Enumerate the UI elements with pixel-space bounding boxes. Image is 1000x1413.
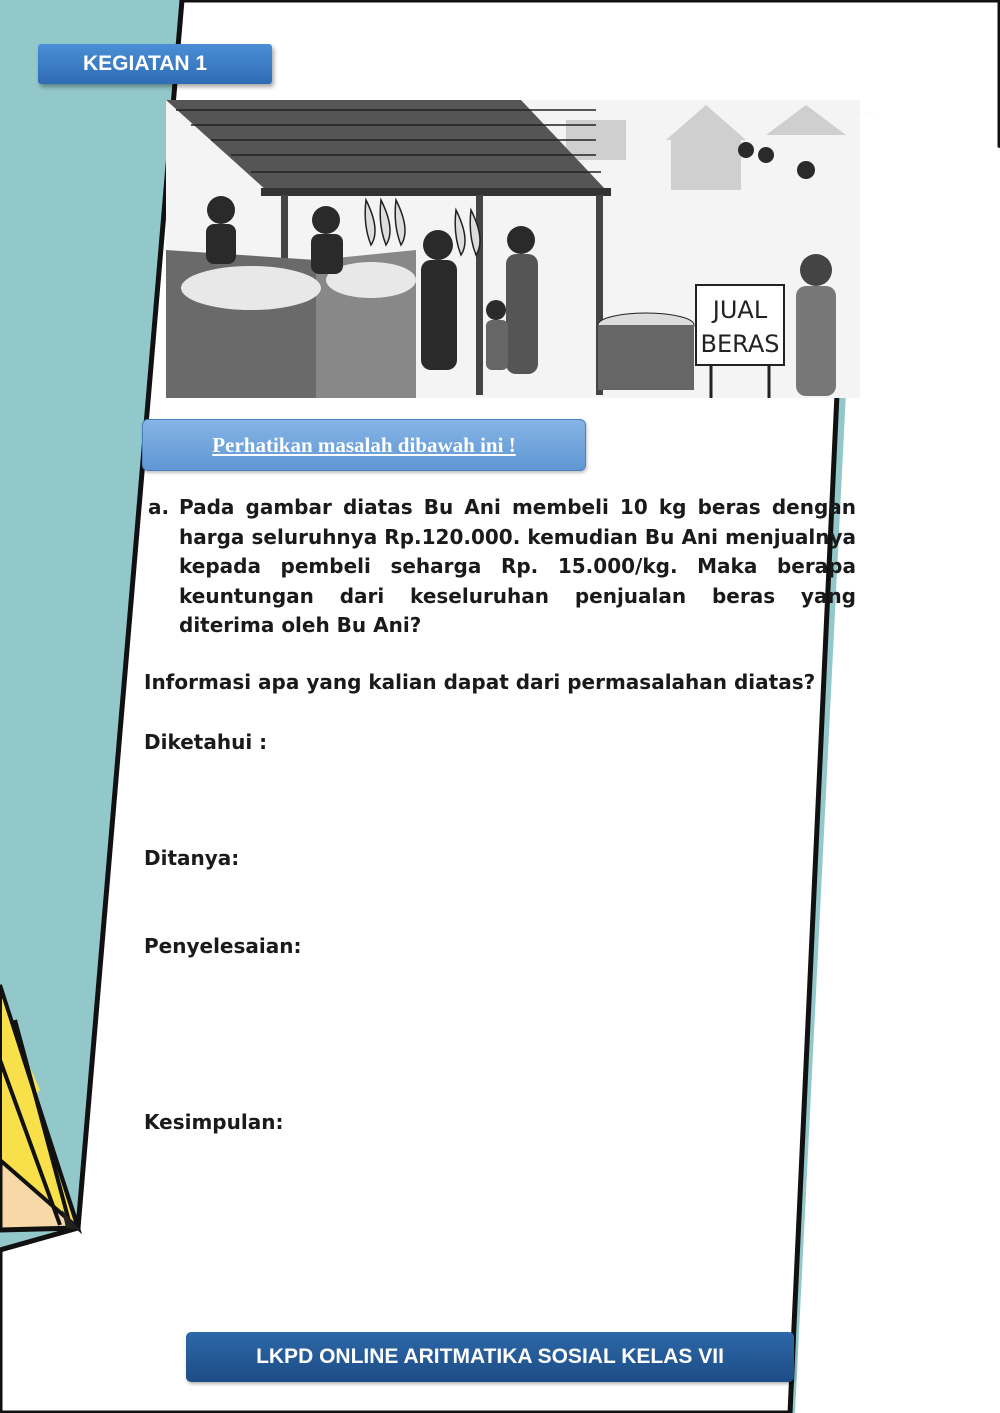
rice-market-drawing — [166, 100, 860, 398]
question-marker: a. — [148, 495, 170, 519]
sign-line-2: BERAS — [700, 330, 780, 358]
pencil-icon — [0, 985, 80, 1230]
question-text: Pada gambar diatas Bu Ani membeli 10 kg beras dengan harga seluruhnya Rp.120.000. kemudian Bu Ani menjualnya kepada pembeli seharga Rp. 15.000/kg. Maka berapa keuntungan dari keseluruhan penjualan beras yang diterima oleh Bu Ani? — [179, 495, 856, 637]
ditanya-label: Ditanya: — [144, 846, 240, 870]
sign-line-1: JUAL — [712, 296, 768, 324]
information-prompt: Informasi apa yang kalian dapat dari permasalahan diatas? — [144, 670, 816, 694]
kesimpulan-label: Kesimpulan: — [144, 1110, 284, 1134]
market-illustration — [166, 100, 860, 398]
penyelesaian-label: Penyelesaian: — [144, 934, 302, 958]
instruction-banner — [142, 419, 586, 471]
question-a — [148, 493, 856, 641]
instruction-label: Perhatikan masalah dibawah ini ! — [212, 433, 516, 457]
footer-banner: LKPD ONLINE ARITMATIKA SOSIAL KELAS VII — [186, 1332, 794, 1382]
kegiatan-badge: KEGIATAN 1 — [38, 44, 272, 84]
diketahui-label: Diketahui : — [144, 730, 268, 754]
